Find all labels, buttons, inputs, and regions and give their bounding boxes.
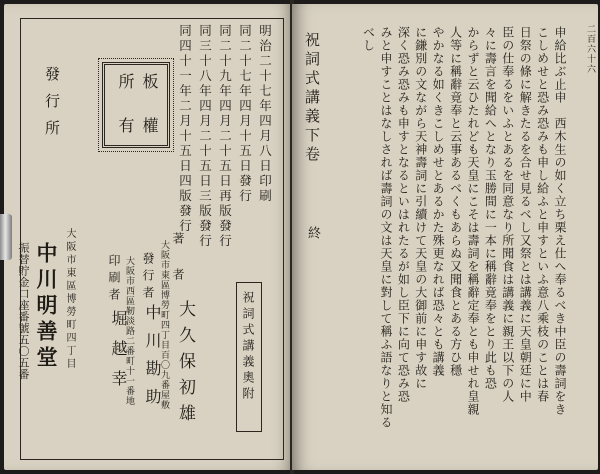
text-page (292, 4, 598, 470)
publisher-name: 中川勘助 (143, 304, 162, 416)
author-label: 著 者 (171, 232, 185, 286)
issuer-label: 發行所 (43, 66, 61, 147)
book-title: 祝詞式講義下卷 (303, 32, 321, 165)
page-number: 二百六十六 (585, 24, 595, 74)
binder-clip (0, 214, 12, 260)
end-mark: 終 (305, 226, 320, 239)
body-text (303, 26, 568, 456)
issuer-name: 中川明善堂 (34, 242, 59, 372)
stamp-line-1: 板 權 (140, 73, 159, 139)
date-line-5: 同四十一年二月十五日四版發行 (177, 24, 193, 234)
transfer-account: 振替貯金口座番號五〇五番 (17, 242, 30, 380)
date-line-4: 同三十八年四月二十五日三版發行 (197, 24, 213, 249)
text-line-6: からずと云ひたれども天皇にこそは壽詞を稱辭定奉とも申せれ皇親 (465, 26, 480, 416)
date-line-3: 同二十九年四月二十五日再版發行 (217, 24, 233, 249)
text-line-5: 々に壽言を聞給へとなり玉勝間に一本に稱辭竟奉をとり此も恐 (483, 26, 498, 390)
author-name: 大久保初雄 (175, 300, 195, 430)
colophon-title-box (236, 282, 262, 432)
text-line-11: みと申すことはなしされば壽詞の文は天皇に對して稱ふ語なりと知る (378, 26, 393, 429)
date-line-2: 同二十七年四月十五日發行 (237, 24, 253, 204)
colophon-title: 祝詞式講義奧附 (241, 291, 255, 403)
text-line-1: 申給比ぶ止申 西木生の如く立ち栗え仕へ奉るべき中臣の壽詞をき (553, 26, 567, 416)
issuer-address: 大阪市東區博勞町四丁目 (64, 228, 75, 371)
text-line-10: 深く恐み恐みも申すとなるといはれたるが如し臣下に向て恐み恐 (396, 26, 411, 403)
text-line-4: 臣の仕奉るをいふとあるを同意なり所聞食は講義に親王以下の人 (500, 26, 515, 403)
colophon-page (4, 4, 294, 470)
stamp-line-2: 所 有 (116, 73, 135, 139)
author-address: 大阪市東區博勞町四丁目百〇九番屋敷 (159, 240, 169, 410)
text-line-2: こしめせと恐み恐みも申し給ふと申すといふ意八乘枝のことは春 (535, 26, 550, 403)
copyright-stamp (102, 62, 170, 148)
text-line-12: べし (361, 26, 376, 52)
text-line-7: 人等に稱辭竟奉と云事あるべくもあらぬ又聞食とある方ひ穩 (448, 26, 463, 377)
text-line-8: やかなる如くきこしめせとあるかた殊更なれば恐々とも講義 (431, 26, 446, 377)
printer-name: 堀越幸 (109, 310, 128, 400)
date-line-1: 明治二十七年四月八日印刷 (257, 24, 273, 204)
printer-label: 印刷者 (107, 254, 121, 305)
publisher-label: 發行者 (141, 252, 155, 303)
text-line-3: 日祭の條に解きたるを合せ見るべし又祭とは講義に天皇朝廷に中 (518, 26, 533, 403)
printer-address: 大阪市西區靭淡路二番町十一番地 (124, 256, 134, 406)
text-line-9: に鎌別の文ながら天神壽詞に引續けて天皇の大御前に申す故に (413, 26, 428, 390)
